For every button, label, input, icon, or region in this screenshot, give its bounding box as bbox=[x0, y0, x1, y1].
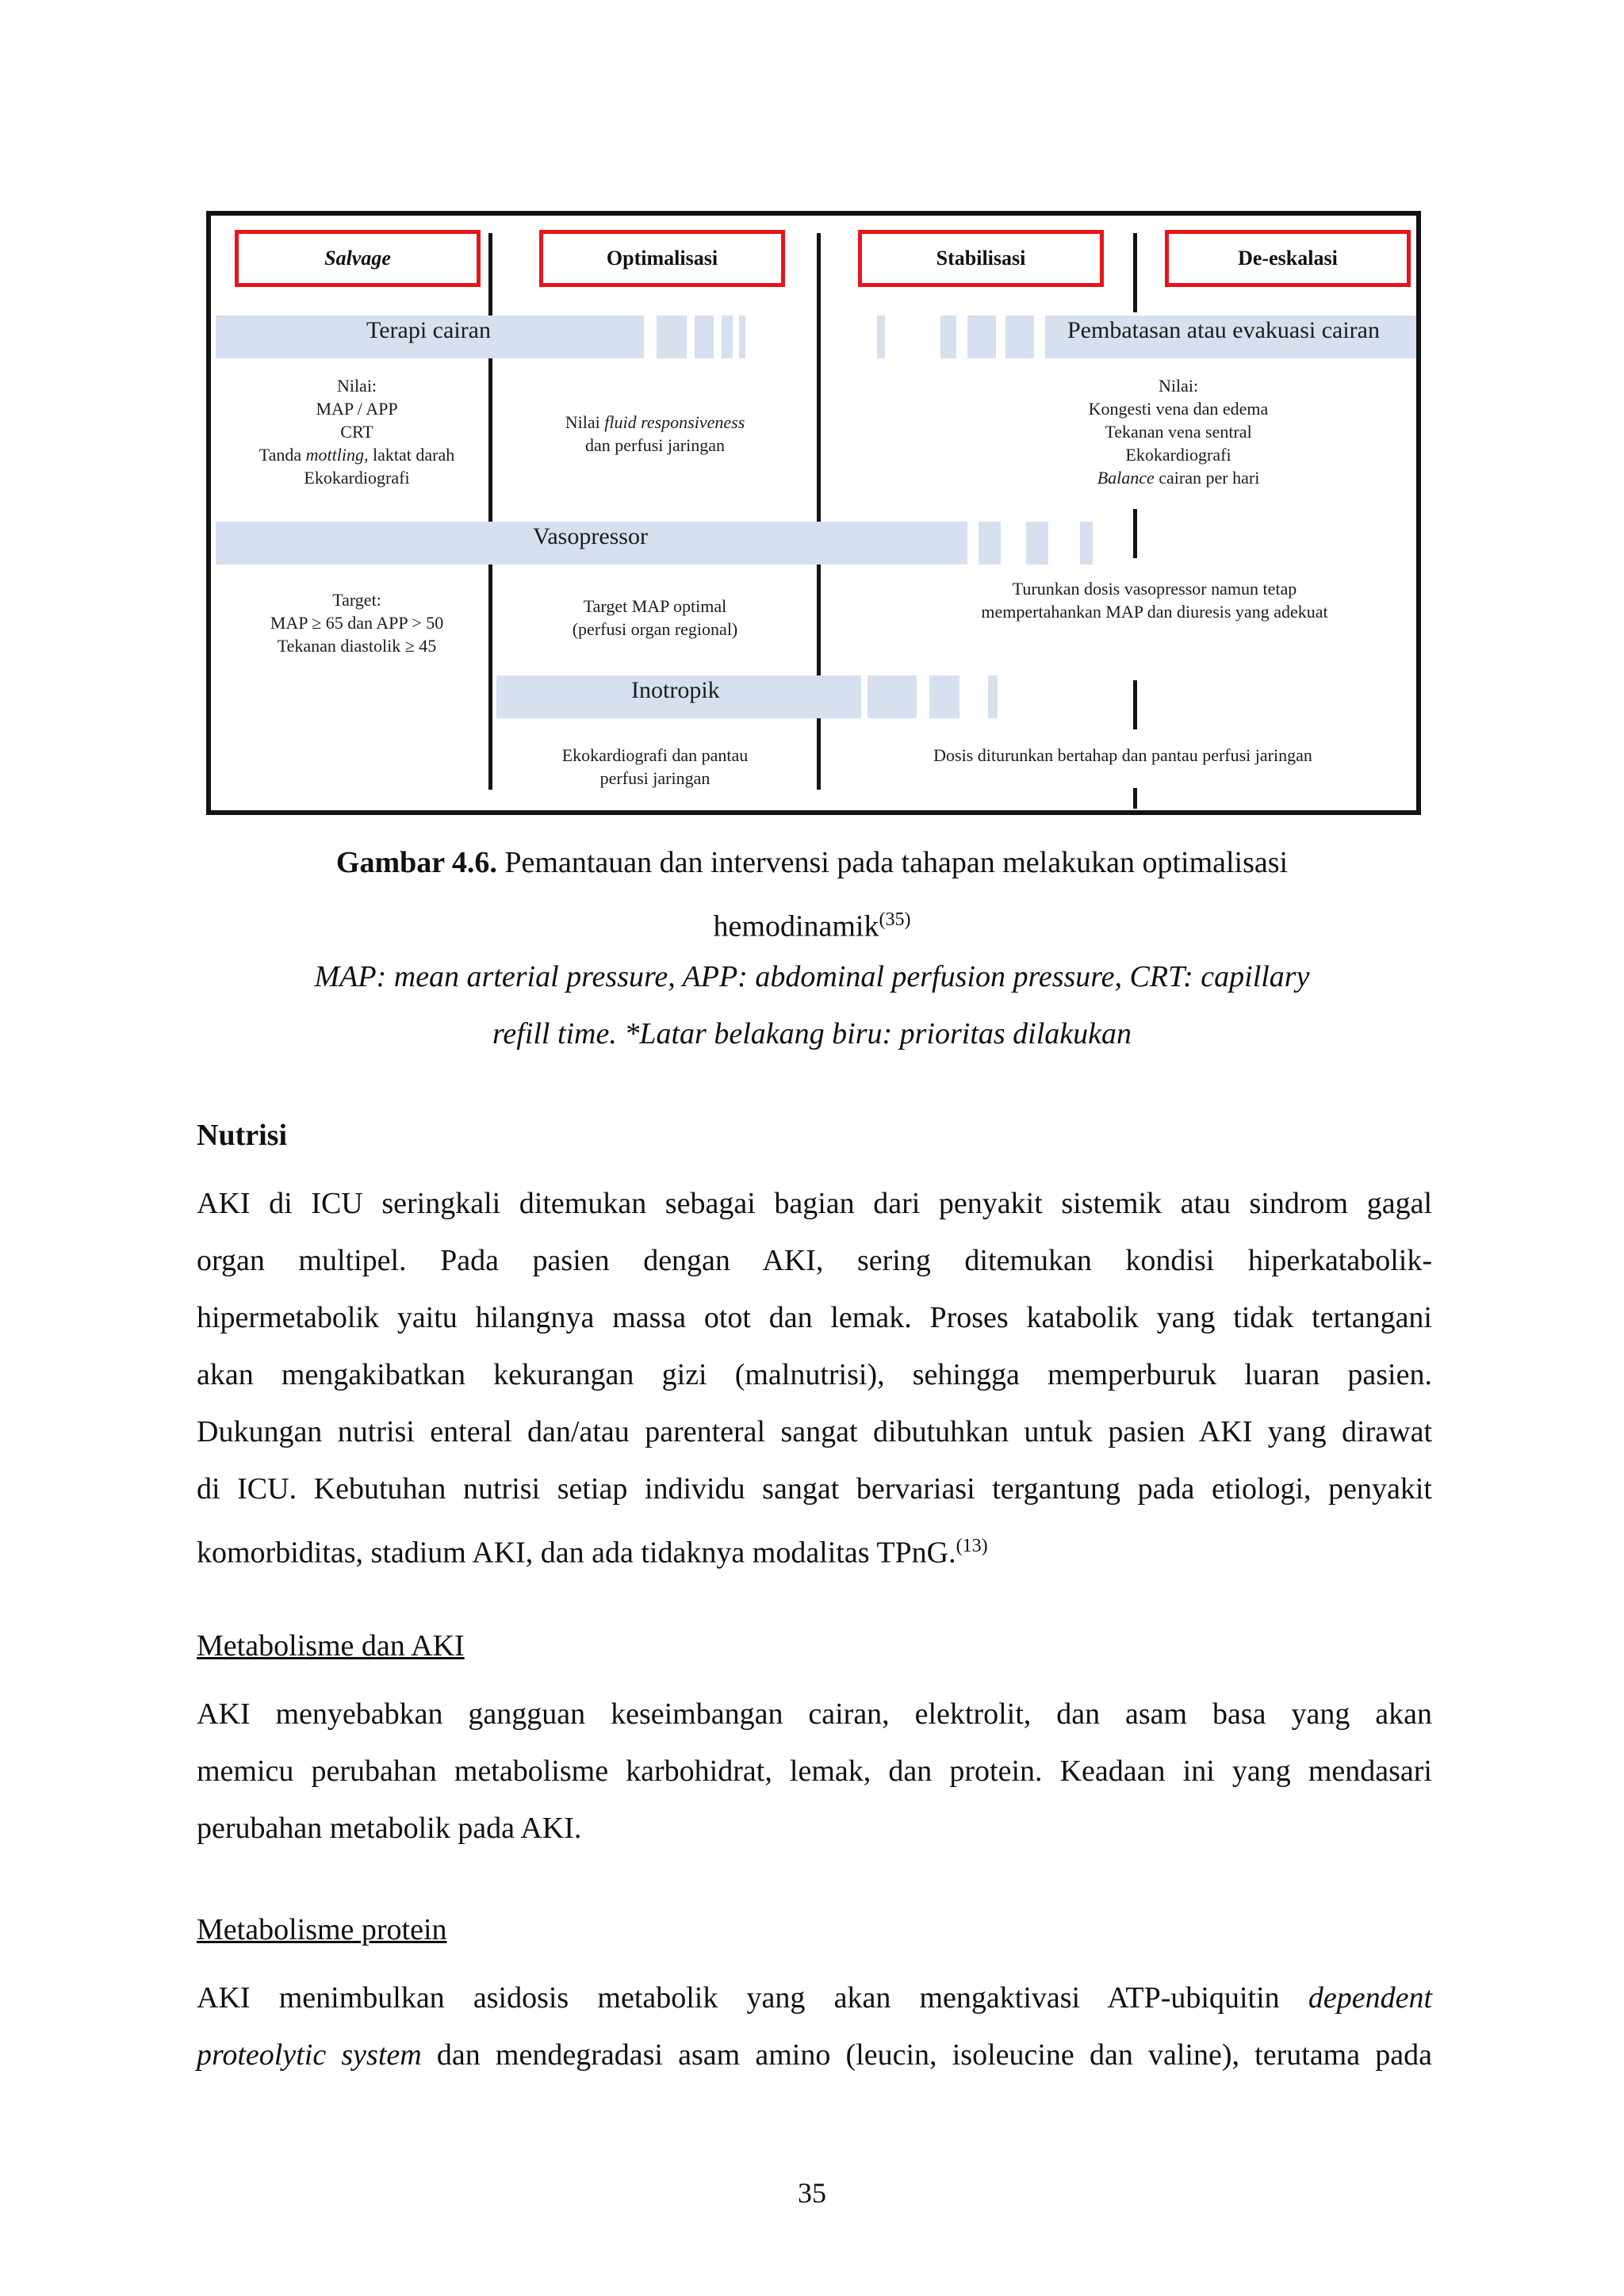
caption-label: Gambar 4.6. bbox=[335, 846, 497, 879]
caption-note-2: refill time. *Latar belakang biru: prioritas dilakukan bbox=[492, 1017, 1132, 1050]
optimal-nilai-text: Nilai fluid responsiveness dan perfusi jaringan bbox=[565, 412, 745, 455]
caption-line1: Pemantauan dan intervensi pada tahapan melakukan optimalisasi bbox=[504, 846, 1289, 879]
band-fade-segment bbox=[988, 675, 998, 718]
salvage-target-text: Target: MAP ≥ 65 dan APP > 50 Tekanan diastolik ≥ 45 bbox=[270, 590, 444, 656]
figure-caption bbox=[0, 834, 1624, 891]
metabolisme-aki-heading: Metabolisme dan AKI bbox=[197, 1629, 465, 1663]
band-fade-segment bbox=[657, 316, 687, 358]
separator-dash bbox=[1133, 680, 1137, 729]
deeskalasi-nilai-text: Nilai: Kongesti vena dan edema Tekanan vena sentral Ekokardiografi Balance cairan per hari bbox=[1088, 376, 1269, 488]
band-fade-segment bbox=[929, 675, 959, 718]
band-fade-segment bbox=[940, 316, 956, 358]
separator-dash bbox=[1133, 509, 1137, 558]
separator-dash bbox=[1133, 788, 1137, 809]
band-fade-segment bbox=[1080, 522, 1093, 564]
phase-de-eskalasi: De-eskalasi bbox=[1165, 230, 1411, 287]
band-fade-segment bbox=[877, 316, 885, 358]
pembatasan-label: Pembatasan atau evakuasi cairan bbox=[1067, 317, 1380, 343]
hemodynamic-phases-figure bbox=[206, 211, 1421, 815]
band-fade-segment bbox=[722, 316, 733, 358]
salvage-nilai-text: Nilai: MAP / APP CRT Tanda mottling, laktat darah Ekokardiografi bbox=[259, 376, 455, 488]
phase-stabilisasi: Stabilisasi bbox=[858, 230, 1104, 287]
band-fade-segment bbox=[868, 675, 917, 718]
band-fade-segment bbox=[739, 316, 745, 358]
vasopressor-label: Vasopressor bbox=[533, 523, 648, 549]
nutrisi-ref: (13) bbox=[956, 1536, 988, 1556]
metabolisme-aki-paragraph: AKI menyebabkan gangguan keseimbangan cairan, elektrolit, dan asam basa yang akan memicu perubahan metabolisme karbohidrat, lemak, dan protein. Keadaan ini yang mendasari perubahan metabolik pada AKI. bbox=[197, 1697, 1432, 1845]
band-fade-segment bbox=[979, 522, 1001, 564]
caption-ref: (35) bbox=[879, 909, 911, 930]
inotropik-label: Inotropik bbox=[631, 677, 720, 703]
separator-line bbox=[1133, 233, 1137, 312]
metabolisme-protein-paragraph: AKI menimbulkan asidosis metabolik yang akan mengaktivasi ATP-ubiquitin dependent proteolytic system dan mendegradasi asam amino (leucin, isoleucine dan valine), terutama pada bbox=[197, 1981, 1433, 2072]
caption-note-1: MAP: mean arterial pressure, APP: abdominal perfusion pressure, CRT: capillary bbox=[314, 960, 1310, 993]
nutrisi-heading: Nutrisi bbox=[197, 1119, 287, 1152]
band-fade-segment bbox=[1026, 522, 1048, 564]
metabolisme-protein-heading: Metabolisme protein bbox=[197, 1913, 447, 1946]
optimal-inotropik-text: Ekokardiografi dan pantau perfusi jaringan bbox=[561, 745, 749, 788]
band-fade-segment bbox=[967, 316, 996, 358]
stabilisasi-vasopressor-text: Turunkan dosis vasopressor namun tetap mempertahankan MAP dan diuresis yang adekuat bbox=[981, 579, 1328, 622]
stabilisasi-inotropik-text: Dosis diturunkan bertahap dan pantau perfusi jaringan bbox=[933, 745, 1312, 765]
band-fade-segment bbox=[695, 316, 714, 358]
figure-caption-line2: hemodinamik$^{(35)}$ bbox=[713, 909, 911, 943]
phase-optimalisasi: Optimalisasi bbox=[539, 230, 785, 287]
page-number: 35 bbox=[798, 2177, 826, 2209]
band-fade-segment bbox=[1005, 316, 1034, 358]
nutrisi-paragraph: AKI di ICU seringkali ditemukan sebagai bagian dari penyakit sistemik atau sindrom gagal organ multipel. Pada pasien dengan AKI, sering ditemukan kondisi hiperkatabolik- hipermetabolik yaitu hilangnya massa otot dan lemak. Proses katabolik yang tidak tertangani akan mengakibatkan kekurangan gizi (malnutrisi), sehingga memperburuk luaran pasien. Dukungan nutrisi enteral dan/atau parenteral sangat dibutuhkan untuk pasien AKI yang dirawat di ICU. Kebutuhan nutrisi setiap individu sangat bervariasi tergantung pada etiologi, penyakit komorbiditas, stadium AKI, dan ada tidaknya modalitas TPnG.$^{(13)}$ bbox=[197, 1187, 1432, 1570]
optimal-target-text: Target MAP optimal (perfusi organ regional) bbox=[572, 596, 738, 639]
phase-salvage: Salvage bbox=[235, 230, 481, 287]
terapi-cairan-label: Terapi cairan bbox=[366, 317, 491, 343]
